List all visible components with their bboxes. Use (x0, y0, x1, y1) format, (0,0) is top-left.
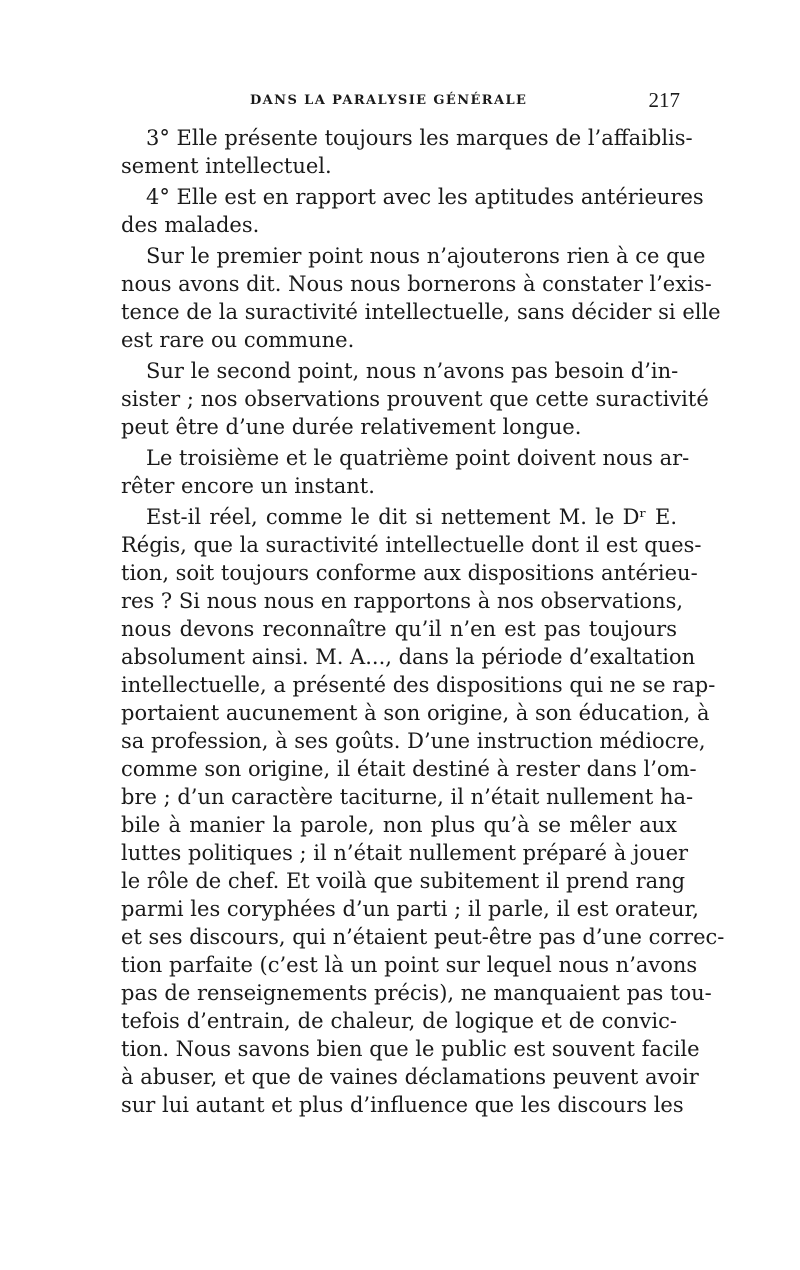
text-line: est rare ou commune. (121, 328, 355, 352)
text-line: nous avons dit. Nous nous bornerons à constater l’exis- (121, 272, 712, 296)
text-line: Sur le premier point nous n’ajouterons rien à ce que (146, 244, 706, 268)
text-line: absolument ainsi. M. A..., dans la période d’exaltation (121, 645, 696, 669)
page-header (120, 88, 680, 116)
text-line: 4° Elle est en rapport avec les aptitudes antérieures (146, 185, 704, 209)
text-line: tion parfaite (c’est là un point sur lequel nous n’avons (121, 953, 698, 977)
text-line: intellectuelle, a présenté des dispositions qui ne se rap- (121, 673, 716, 697)
text-line: Sur le second point, nous n’avons pas besoin d’in- (146, 359, 679, 383)
text-line: peut être d’une durée relativement longue. (121, 415, 582, 439)
text-line: Le troisième et le quatrième point doivent nous ar- (146, 446, 690, 470)
text-line: tion. Nous savons bien que le public est souvent facile (121, 1037, 700, 1061)
text-line: tence de la suractivité intellectuelle, sans décider si elle (121, 300, 721, 324)
text-line: bile à manier la parole, non plus qu’à se mêler aux (121, 813, 677, 837)
text-line: pas de renseignements précis), ne manquaient pas tou- (121, 981, 712, 1005)
text-line: bre ; d’un caractère taciturne, il n’était nullement ha- (121, 785, 694, 809)
text-line: sister ; nos observations prouvent que cette suractivité (121, 387, 709, 411)
text-line: tion, soit toujours conforme aux dispositions antérieu- (121, 561, 698, 585)
text-line: sur lui autant et plus d’influence que les discours les (121, 1093, 684, 1117)
text-line: sement intellectuel. (121, 154, 332, 178)
text-line: et ses discours, qui n’étaient peut-être pas d’une correc- (121, 925, 725, 949)
text-line: Est-il réel, comme le dit si nettement M. le Dʳ E. (146, 505, 677, 529)
text-line: portaient aucunement à son origine, à son éducation, à (121, 701, 710, 725)
text-line: le rôle de chef. Et voilà que subitement il prend rang (121, 869, 686, 893)
text-line: res ? Si nous nous en rapportons à nos observations, (121, 589, 684, 613)
text-line: parmi les coryphées d’un parti ; il parle, il est orateur, (121, 897, 699, 921)
text-line: nous devons reconnaître qu’il n’en est pas toujours (121, 617, 677, 641)
text-line: 3° Elle présente toujours les marques de l’affaiblis- (146, 126, 693, 150)
running-title: DANS LA PARALYSIE GÉNÉRALE (250, 93, 528, 108)
text-line: luttes politiques ; il n’était nullement préparé à jouer (121, 841, 689, 865)
text-line: des malades. (121, 213, 260, 237)
text-line: tefois d’entrain, de chaleur, de logique et de convic- (121, 1009, 677, 1033)
text-line: sa profession, à ses goûts. D’une instruction médiocre, (121, 729, 706, 753)
text-line: à abuser, et que de vaines déclamations peuvent avoir (121, 1065, 699, 1089)
text-line: comme son origine, il était destiné à rester dans l’om- (121, 757, 697, 781)
text-line: rêter encore un instant. (121, 474, 375, 498)
page-number: 217 (648, 88, 680, 112)
text-line: Régis, que la suractivité intellectuelle dont il est ques- (121, 533, 702, 557)
